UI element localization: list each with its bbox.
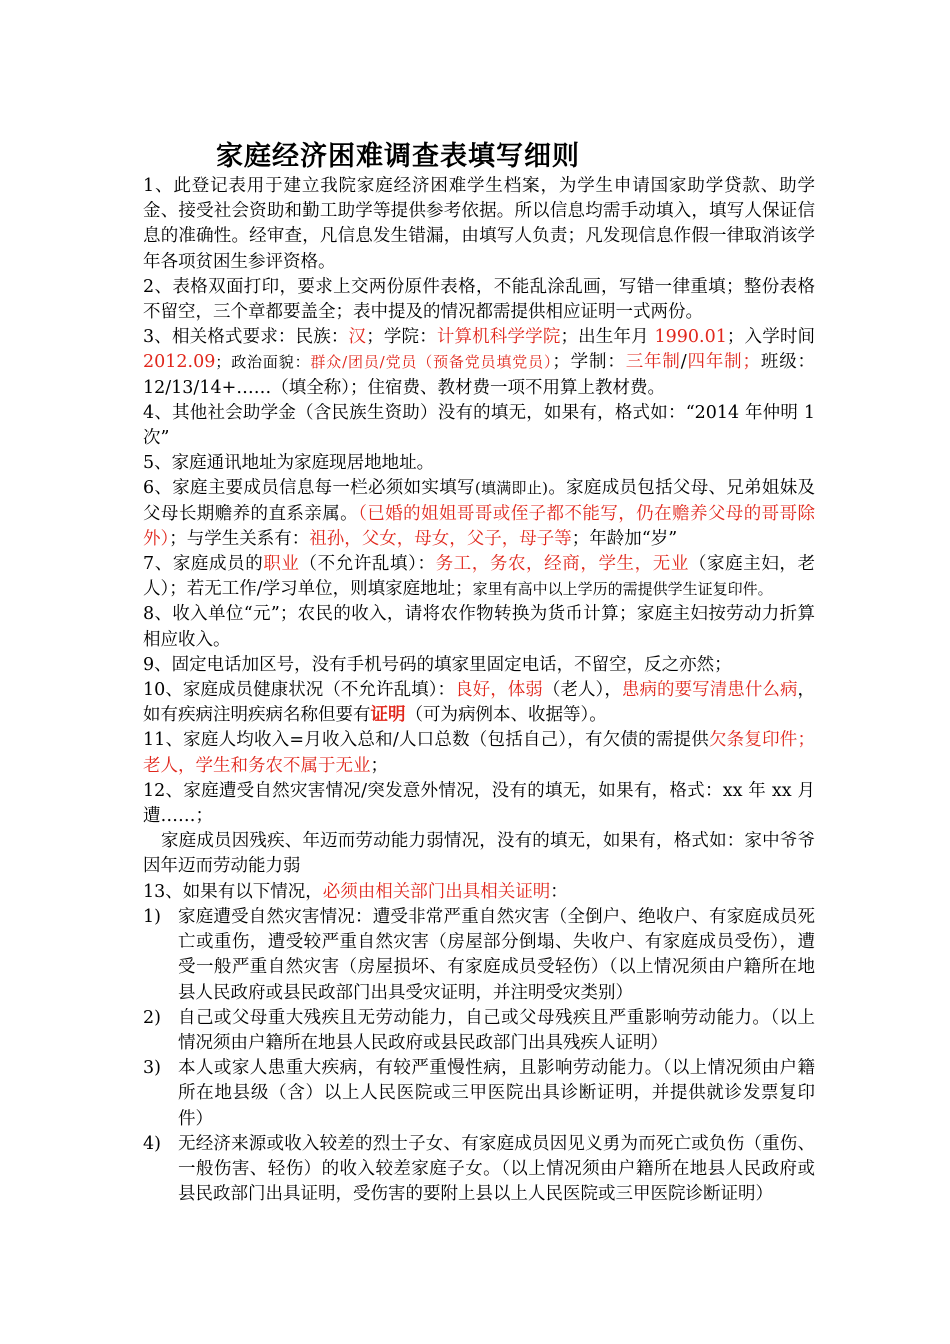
rule-9: 9、固定电话加区号，没有手机号码的填家里固定电话，不留空，反之亦然； (143, 654, 732, 675)
list-item (143, 1056, 815, 1132)
rule-3-duration: 三年制 (625, 352, 681, 373)
rule-7-text: 7、家庭成员的 (143, 554, 264, 575)
rule-11 (143, 728, 815, 778)
rule-13-text: ： (550, 881, 568, 902)
rule-10-text: ，如有疾病注明疾病名称但要有 (143, 680, 816, 726)
rule-2: 2、表格双面打印，要求上交两份原件表格，不能乱涂乱画，写错一律重填；整份表格不留空，三个章都要盖全；表中提及的情况都需提供相应证明一式两份。 (143, 276, 815, 323)
rule-11-text: ； (370, 755, 388, 776)
rule-3-text: ；出生年月 (560, 327, 655, 348)
rule-6-text: 6、家庭主要成员信息每一栏必须如实填写 (143, 478, 475, 499)
rule-6-relations: 祖孙，父女，母女，父子，母子等 (309, 528, 572, 549)
list-item-number: 2) (143, 1007, 161, 1028)
list-item-number: 3) (143, 1058, 161, 1079)
rule-3-enroll: 2012.09 (143, 352, 216, 373)
rule-7-occupation: 职业 (263, 554, 300, 575)
rule-13-text: 13、如果有以下情况， (143, 881, 323, 902)
rule-7-text: 家里有高中以上学历的需提供学生证复印件。 (472, 580, 773, 599)
rule-3-text: ；入学时间 (726, 327, 816, 348)
rule-4: 4、其他社会助学金（含民族生资助）没有的填无，如果有，格式如：“2014 年仲明 1 次” (143, 402, 815, 449)
rule-12-sub: 家庭成员因残疾、年迈而劳动能力弱情况，没有的填无，如果有，格式如：家中爷爷因年迈而劳动能力弱 (143, 831, 815, 877)
rule-12: 12、家庭遭受自然灾害情况/突发意外情况，没有的填无，如果有，格式：xx 年 xx 月遭……； (143, 780, 815, 827)
rule-7 (143, 552, 815, 602)
rule-3-text: / (680, 352, 687, 373)
rule-3-text: 3、相关格式要求：民族： (143, 327, 349, 348)
list-item-text: 无经济来源或收入较差的烈士子女、有家庭成员因见义勇为而死亡或负伤（重伤、一般伤害、轻伤）的收入较差家庭子女。（以上情况须由户籍所在地县人民政府或县民政部门出具证明，受伤害的要附上县以上人民医院或三甲医院诊断证明） (178, 1133, 815, 1205)
rule-6-text: ；与学生关系有： (169, 528, 310, 549)
rule-13 (143, 880, 815, 905)
rule-6 (143, 476, 815, 552)
rule-6-text: ；年龄加“岁” (571, 528, 678, 549)
list-item (143, 1006, 815, 1056)
rule-3-text: ；政治面貌： (215, 353, 311, 372)
rule-3-college: 计算机科学学院 (436, 327, 561, 348)
rule-3-birth: 1990.01 (654, 327, 727, 348)
rule-5: 5、家庭通讯地址为家庭现居地地址。 (143, 453, 435, 474)
document-title: 家庭经济困难调查表填写细则 (216, 141, 580, 172)
rule-3-text: ；学院： (366, 327, 437, 348)
document-body (143, 174, 815, 1207)
rule-10-proof: 证明 (370, 705, 406, 726)
rule-10-text: （老人）， (542, 680, 622, 701)
rule-3-political: 群众/团员/党员（预备党员填党员） (310, 353, 553, 372)
rule-6-note: （已婚的姐姐哥哥或侄子都不能写，仍在赡养父母的哥哥除外） (143, 503, 815, 549)
rule-10-text: （可为病例本、收据等）。 (405, 705, 607, 726)
rule-10-text: 10、家庭成员健康状况（不允许乱填）： (143, 680, 456, 701)
rule-6-text: (填满即止) (474, 479, 549, 498)
list-item (143, 1132, 815, 1208)
rule-8: 8、收入单位“元”；农民的收入，请将农作物转换为货币计算；家庭主妇按劳动力折算相应收入。 (143, 604, 815, 650)
list-item-number: 4) (143, 1133, 161, 1154)
rule-3-ethnicity: 汉 (348, 327, 367, 348)
rule-3-duration: 四年制； (686, 352, 761, 373)
rule-7-text: （不允许乱填）： (299, 554, 436, 575)
rule-6-text: 。家庭成员包括父母、兄弟姐妹及父母长期赡养的直系亲属。 (143, 478, 815, 524)
rule-10 (143, 678, 815, 728)
list-item (143, 905, 815, 1006)
rule-11-text: 11、家庭人均收入=月收入总和/人口总数（包括自己），有欠债的需提供 (143, 730, 709, 751)
rule-1: 1、此登记表用于建立我院家庭经济困难学生档案，为学生申请国家助学贷款、助学金、接受社会资助和勤工助学等提供参考依据。所以信息均需手动填入，填写人保证信息的准确性。经审查，凡信息发生错漏，由填写人负责；凡发现信息作假一律取消该学年各项贫困生参评资格。 (143, 176, 815, 272)
rule-7-options: 务工，务农，经商，学生，无业 (435, 554, 689, 575)
rule-3-text: 班级：12/13/14+……（填全称）；住宿费、教材费一项不用算上教材费。 (143, 352, 816, 398)
rule-3 (143, 325, 815, 401)
list-item-text: 自己或父母重大残疾且无劳动能力，自己或父母残疾且严重影响劳动能力。（以上情况须由户籍所在地县人民政府或县民政部门出具残疾人证明） (178, 1007, 815, 1053)
rule-3-text: ；学制： (552, 352, 626, 373)
rule-13-note: 必须由相关部门出具相关证明 (322, 881, 551, 902)
rule-7-text: （家庭主妇，老人）；若无工作/学习单位，则填家庭地址； (143, 554, 816, 600)
list-item-text: 本人或家人患重大疾病，有较严重慢性病，且影响劳动能力。（以上情况须由户籍所在地县级（含）以上人民医院或三甲医院出具诊断证明，并提供就诊发票复印件） (178, 1058, 815, 1129)
rule-10-note: 患病的要写清患什么病 (621, 680, 798, 701)
rule-11-note: 欠条复印件；老人，学生和务农不属于无业 (143, 730, 816, 776)
list-item-text: 家庭遭受自然灾害情况：遭受非常严重自然灾害（全倒户、绝收户、有家庭成员死亡或重伤，遭受较严重自然灾害（房屋部分倒塌、失收户、有家庭成员受伤），遭受一般严重自然灾害（房屋损坏、有家庭成员受轻伤）（以上情况须由户籍所在地县人民政府或县民政部门出具受灾证明，并注明受灾类别） (178, 906, 815, 1003)
list-item-number: 1) (143, 906, 161, 927)
rule-10-options: 良好，体弱 (455, 680, 543, 701)
